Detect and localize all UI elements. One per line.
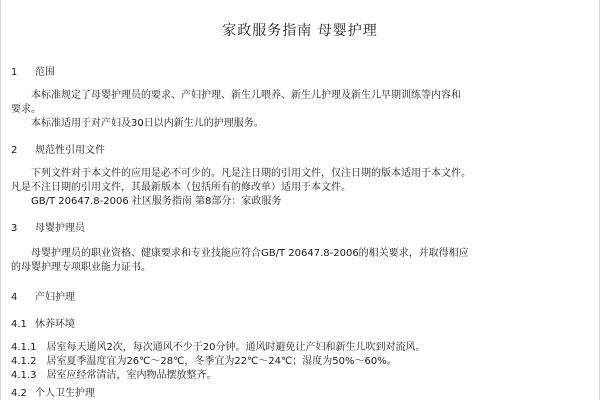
section-number: 3 <box>11 223 18 234</box>
subsection-4-2-heading <box>11 387 95 400</box>
paragraph-line: 的母婴护理专项职业能力证书。 <box>11 262 151 273</box>
subsection-4-1-heading <box>11 318 75 332</box>
paragraph-line: GB/T 20647.8-2006 社区服务指南 第8部分：家政服务 <box>11 196 282 207</box>
section-number: 4.2 <box>11 388 27 399</box>
section-2-heading <box>11 144 105 158</box>
section-number: 2 <box>11 145 18 156</box>
paragraph-line: 凡是不注日期的引用文件，其最新版本（包括所有的修改单）适用于本文件。 <box>11 182 351 193</box>
section-4-heading <box>11 291 75 305</box>
section-3-heading <box>11 222 85 236</box>
section-number: 1 <box>11 67 18 78</box>
section-number: 4 <box>11 292 18 303</box>
paragraph-line: 要求。 <box>11 104 41 115</box>
paragraph-line: 母婴护理员的职业资格、健康要求和专业技能应符合GB/T 20647.8-2006的相关要求，并取得相应 <box>11 248 469 259</box>
section-title: 产妇护理 <box>35 292 75 303</box>
section-title: 个人卫生护理 <box>35 388 95 399</box>
section-title: 范围 <box>35 67 55 78</box>
clause-4-1-2: 4.1.2 居室夏季温度宜为26℃～28℃，冬季宜为22℃～24℃；湿度为50%～60%。 <box>11 356 397 367</box>
section-title: 休养环境 <box>35 319 75 330</box>
document-title: 家政服务指南 母婴护理 <box>222 23 378 39</box>
section-title: 规范性引用文件 <box>35 145 105 156</box>
paragraph-line: 本标准规定了母婴护理员的要求、产妇护理、新生儿喂养、新生儿护理及新生儿早期训练等内容和 <box>11 90 461 101</box>
section-title: 母婴护理员 <box>35 223 85 234</box>
section-number: 4.1 <box>11 319 27 330</box>
clause-4-1-3: 4.1.3 居室应经常清洁，室内物品摆放整齐。 <box>11 370 217 381</box>
paragraph-line: 本标准适用于对产妇及30日以内新生儿的护理服务。 <box>11 118 264 129</box>
section-1-heading <box>11 66 55 80</box>
paragraph-line: 下列文件对于本文件的应用是必不可少的。凡是注日期的引用文件，仅注日期的版本适用于本文件。 <box>11 168 471 179</box>
clause-4-1-1: 4.1.1 居室每天通风2次，每次通风不少于20分钟。通风时避免让产妇和新生儿吹到对流风。 <box>11 342 426 353</box>
